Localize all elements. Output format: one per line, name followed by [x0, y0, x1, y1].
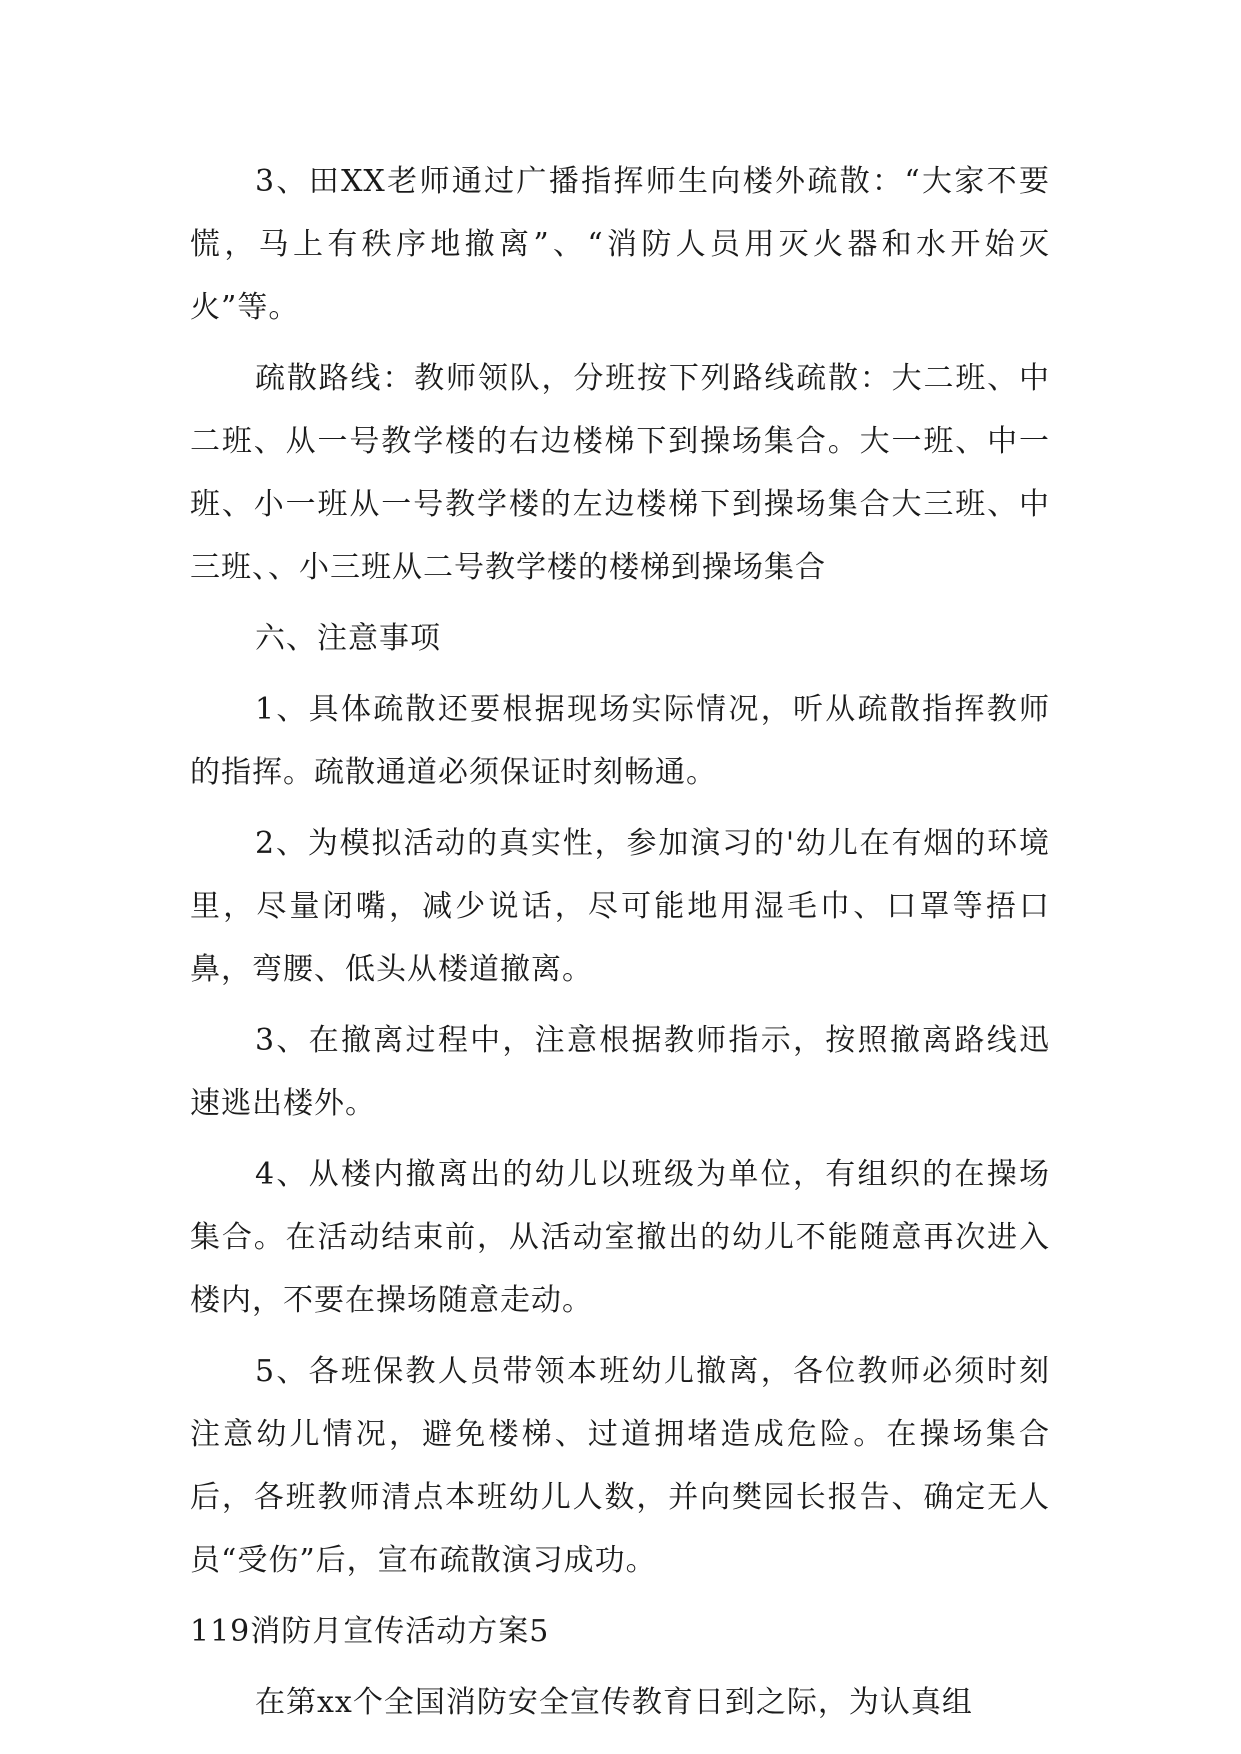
paragraph-plan-5-intro: 在第xx个全国消防安全宣传教育日到之际，为认真组	[255, 1685, 973, 1720]
paragraph-evacuation-route: 疏散路线：教师领队，分班按下列路线疏散：大二班、中二班、从一号教学楼的右边楼梯下到操场集合。大一班、中一班、小一班从一号教学楼的左边楼梯下到操场集合大三班、中三班、、小三班从二号教学楼的楼梯到操场集合	[190, 361, 1050, 585]
paragraph-precaution-1: 1、具体疏散还要根据现场实际情况，听从疏散指挥教师的指挥。疏散通道必须保证时刻畅通。	[190, 692, 1050, 790]
paragraph-precaution-5: 5、各班保教人员带领本班幼儿撤离，各位教师必须时刻注意幼儿情况，避免楼梯、过道拥堵造成危险。在操场集合后，各班教师清点本班幼儿人数，并向樊园长报告、确定无人员“受伤”后，宣布疏散演习成功。	[190, 1354, 1050, 1578]
paragraph-broadcast-evacuation: 3、田XX老师通过广播指挥师生向楼外疏散：“大家不要慌，马上有秩序地撤离”、“消防人员用灭火器和水开始灭火”等。	[190, 164, 1050, 325]
section-title-plan-5: 119消防月宣传活动方案5	[190, 1614, 550, 1649]
paragraph-precaution-2: 2、为模拟活动的真实性，参加演习的'幼儿在有烟的环境里，尽量闭嘴，减少说话，尽可能地用湿毛巾、口罩等捂口鼻，弯腰、低头从楼道撤离。	[190, 826, 1050, 987]
document-body	[190, 150, 1050, 1742]
paragraph-precaution-3: 3、在撤离过程中，注意根据教师指示，按照撤离路线迅速逃出楼外。	[190, 1023, 1050, 1121]
section-heading-precautions: 六、注意事项	[255, 621, 441, 656]
paragraph-precaution-4: 4、从楼内撤离出的幼儿以班级为单位，有组织的在操场集合。在活动结束前，从活动室撤出的幼儿不能随意再次进入楼内，不要在操场随意走动。	[190, 1157, 1050, 1318]
